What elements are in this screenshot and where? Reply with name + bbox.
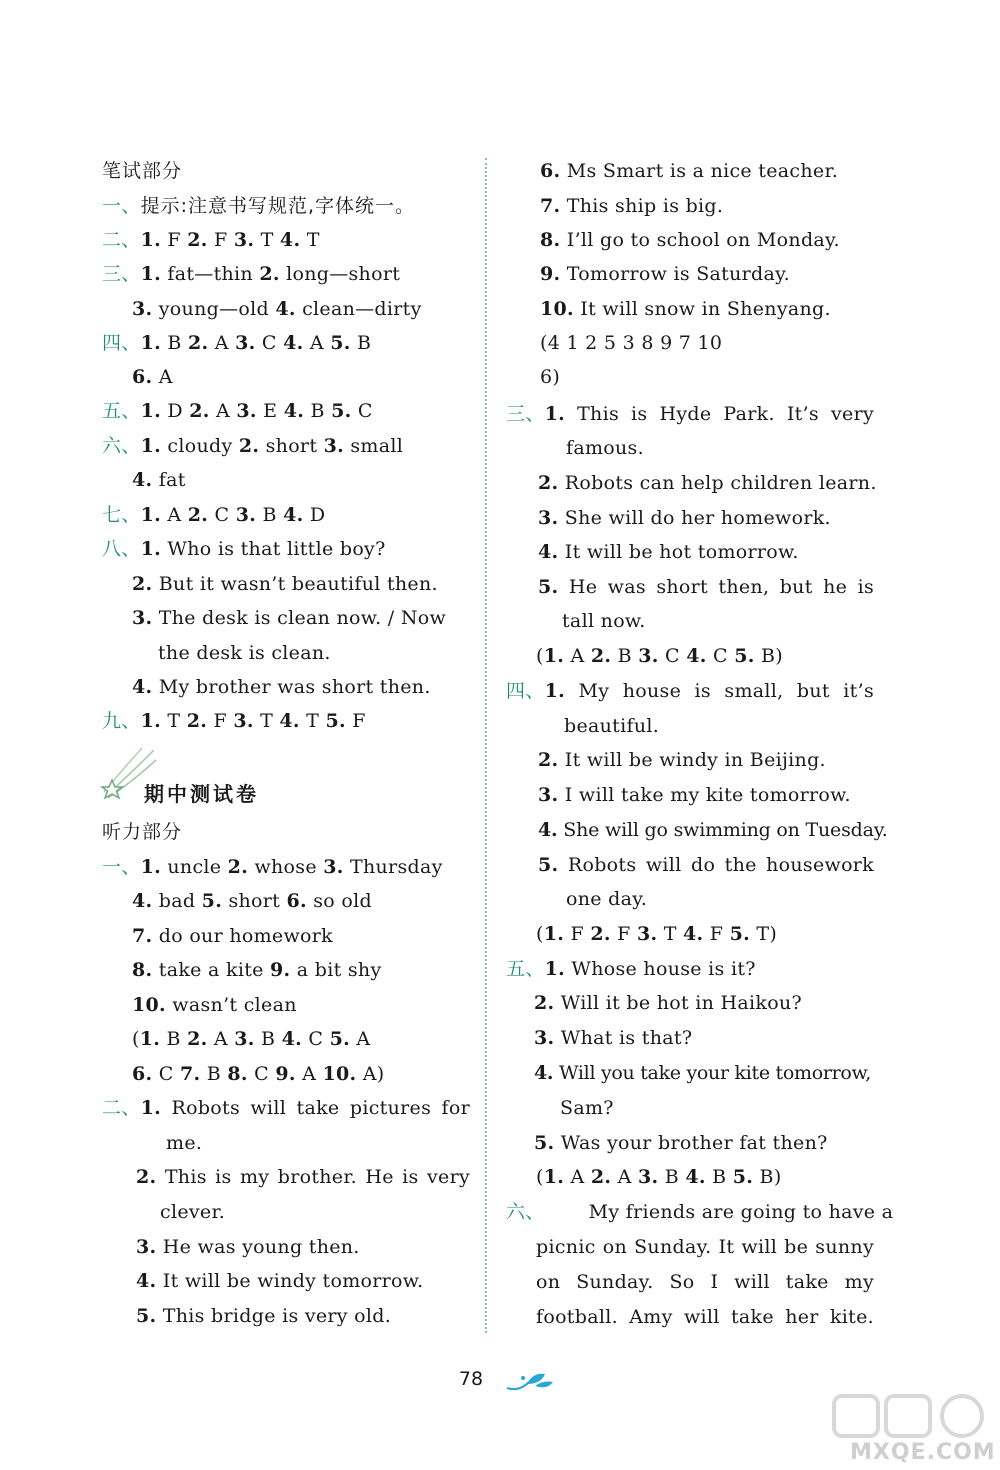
- answer-line: 2. This is my brother. He is very: [136, 1166, 470, 1188]
- section-marker: 三、: [102, 263, 141, 285]
- answer-line: 5. He was short then, but he is: [538, 576, 874, 598]
- answer-line: 4. fat: [132, 469, 186, 491]
- section-marker: 三、: [506, 403, 545, 425]
- answer-line: 三、1. fat—thin 2. long—short: [102, 263, 401, 285]
- answer-line: 2. It will be windy in Beijing.: [538, 749, 826, 771]
- answer-line: one day.: [566, 888, 648, 910]
- answer-line: 5. This bridge is very old.: [136, 1305, 392, 1327]
- section-marker: 九、: [102, 710, 141, 732]
- midterm-test-title: 期中测试卷: [144, 782, 259, 806]
- answer-line: 六、 My friends are going to have a: [506, 1201, 894, 1223]
- answer-line: 七、1. A 2. C 3. B 4. D: [102, 504, 326, 526]
- answer-line: 4. Will you take your kite tomorrow,: [534, 1062, 871, 1084]
- leaf-icon: [505, 1370, 555, 1398]
- answer-line: 四、 1. My house is small, but it’s: [506, 680, 874, 702]
- answer-line: 四、1. B 2. A 3. C 4. A 5. B: [102, 332, 372, 354]
- answer-line: 6): [540, 366, 561, 388]
- answer-line: (4 1 2 5 3 8 9 7 10: [540, 332, 723, 354]
- answer-line: 三、 1. This is Hyde Park. It’s very: [506, 403, 874, 425]
- section-marker: 四、: [506, 680, 545, 702]
- section-marker: 六、: [506, 1201, 545, 1223]
- answer-line: 4. bad 5. short 6. so old: [132, 890, 372, 912]
- answer-line: 6. Ms Smart is a nice teacher.: [540, 160, 839, 182]
- answer-line: 五、1. Whose house is it?: [506, 958, 756, 980]
- answer-line: clever.: [160, 1201, 226, 1223]
- watermark-text: MXQE.COM: [850, 1440, 996, 1465]
- answer-line: (1. A 2. A 3. B 4. B 5. B): [536, 1166, 782, 1188]
- answer-line: 二、 1. Robots will take pictures for: [102, 1097, 470, 1119]
- answer-line: 10. It will snow in Shenyang.: [540, 298, 831, 320]
- section-marker: 一、: [102, 195, 141, 217]
- answer-line: 八、1. Who is that little boy?: [102, 538, 386, 560]
- answer-line: beautiful.: [564, 715, 660, 737]
- answer-line: 六、1. cloudy 2. short 3. small: [102, 435, 404, 457]
- section-marker: 六、: [102, 435, 141, 457]
- answer-line: 2. Will it be hot in Haikou?: [534, 992, 802, 1014]
- answer-line: 九、1. T 2. F 3. T 4. T 5. F: [102, 710, 366, 732]
- written-part-heading: 笔试部分: [102, 160, 183, 182]
- answer-line: 3. He was young then.: [136, 1236, 360, 1258]
- answer-line: famous.: [566, 437, 644, 459]
- answer-line: (1. B 2. A 3. B 4. C 5. A: [132, 1028, 371, 1050]
- section-marker: 二、: [102, 1097, 141, 1119]
- answer-line: 3. The desk is clean now. / Now: [132, 607, 447, 629]
- section-marker: 五、: [506, 958, 545, 980]
- answer-line: 5. Robots will do the housework: [538, 854, 874, 876]
- answer-line: 二、1. F 2. F 3. T 4. T: [102, 229, 320, 251]
- section-marker: 七、: [102, 504, 141, 526]
- answer-line: 3. What is that?: [534, 1027, 693, 1049]
- answer-line: 一、1. uncle 2. whose 3. Thursday: [102, 856, 443, 878]
- shooting-star-icon: [98, 746, 158, 806]
- answer-line: 2. But it wasn’t beautiful then.: [132, 573, 438, 595]
- answer-line: picnic on Sunday. It will be sunny: [536, 1236, 874, 1258]
- listening-part-heading: 听力部分: [102, 821, 183, 843]
- answer-line: 7. This ship is big.: [540, 195, 724, 217]
- answer-line: 3. She will do her homework.: [538, 507, 831, 529]
- answer-line: the desk is clean.: [158, 642, 331, 664]
- answer-line: 五、1. D 2. A 3. E 4. B 5. C: [102, 400, 373, 422]
- answer-line: (1. F 2. F 3. T 4. F 5. T): [536, 923, 778, 945]
- answer-line: 2. Robots can help children learn.: [538, 472, 877, 494]
- section-marker: 八、: [102, 538, 141, 560]
- section-marker: 四、: [102, 332, 141, 354]
- column-divider: [485, 158, 487, 1333]
- answer-line: 4. It will be hot tomorrow.: [538, 541, 799, 563]
- section-marker: 二、: [102, 229, 141, 251]
- answer-line: 7. do our homework: [132, 925, 333, 947]
- answer-line: 4. My brother was short then.: [132, 676, 431, 698]
- answer-line: football. Amy will take her kite.: [536, 1306, 874, 1328]
- section-marker: 一、: [102, 856, 141, 878]
- answer-line: on Sunday. So I will take my: [536, 1271, 874, 1293]
- answer-line: Sam?: [560, 1097, 614, 1119]
- answer-line: 10. wasn’t clean: [132, 994, 297, 1016]
- answer-line: (1. A 2. B 3. C 4. C 5. B): [536, 645, 783, 667]
- answer-line: 9. Tomorrow is Saturday.: [540, 263, 790, 285]
- section-marker: 五、: [102, 400, 141, 422]
- answer-line: 3. young—old 4. clean—dirty: [132, 298, 422, 320]
- answer-line: 6. A: [132, 366, 173, 388]
- answer-line: 5. Was your brother fat then?: [534, 1132, 828, 1154]
- answer-line: tall now.: [562, 610, 646, 632]
- watermark-logo-icon: [830, 1392, 990, 1446]
- answer-line: 8. I’ll go to school on Monday.: [540, 229, 840, 251]
- answer-line: 8. take a kite 9. a bit shy: [132, 959, 382, 981]
- answer-line: 一、提示:注意书写规范,字体统一。: [102, 195, 416, 217]
- page-number: 78: [458, 1368, 484, 1390]
- answer-line: 4. It will be windy tomorrow.: [136, 1270, 424, 1292]
- answer-line: 4. She will go swimming on Tuesday.: [538, 819, 888, 841]
- answer-line: 6. C 7. B 8. C 9. A 10. A): [132, 1063, 385, 1085]
- answer-line: 3. I will take my kite tomorrow.: [538, 784, 851, 806]
- answer-line: me.: [166, 1132, 203, 1154]
